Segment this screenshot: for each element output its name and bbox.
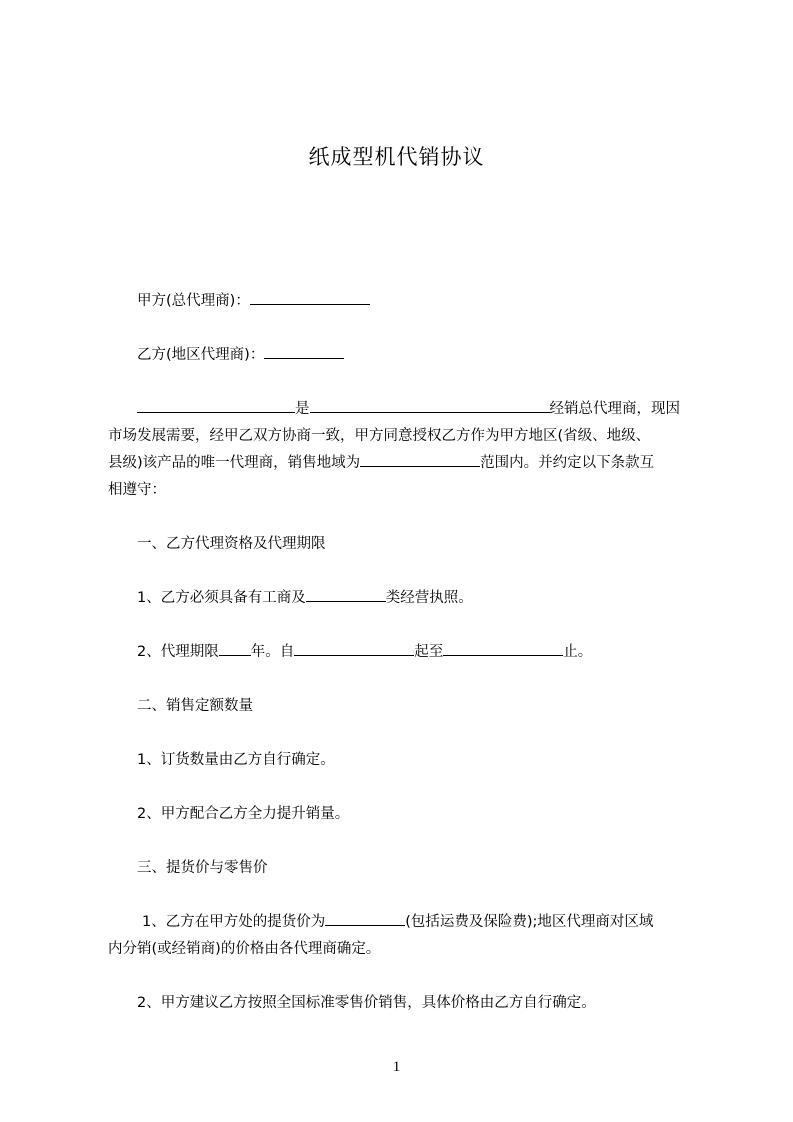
intro-blank-1	[137, 396, 295, 413]
page-number: 1	[392, 1059, 401, 1075]
intro-text-3b: 范围内。并约定以下条款互	[480, 455, 655, 471]
party-b-line	[137, 342, 344, 369]
s1-item2-text-c: 起至	[414, 644, 444, 660]
section-2-item-2: 2、甲方配合乙方全力提升销量。	[137, 806, 350, 822]
intro-text-1: 经销总代理商，现因	[549, 401, 680, 417]
section-3-item-1-line-2: 内分销(或经销商)的价格由各代理商确定。	[108, 941, 381, 957]
intro-line-3	[108, 450, 654, 477]
s1-item2-text-b: 年。自	[250, 644, 295, 660]
section-3-heading: 三、提货价与零售价	[137, 860, 268, 876]
intro-line-2: 市场发展需要，经甲乙双方协商一致，甲方同意授权乙方作为甲方地区(省级、地级、	[108, 428, 651, 444]
section-2-item-1: 1、订货数量由乙方自行确定。	[137, 752, 335, 768]
s1-item2-blank-years	[219, 639, 251, 656]
intro-line-4: 相遵守：	[108, 482, 166, 498]
party-a-line	[137, 288, 370, 315]
s1-item1-blank	[306, 585, 386, 602]
section-1-heading: 一、乙方代理资格及代理期限	[137, 536, 326, 552]
party-b-label: 乙方(地区代理商)：	[137, 347, 265, 363]
intro-text-3a: 县级)该产品的唯一代理商，销售地域为	[108, 455, 361, 471]
s1-item2-blank-start	[294, 639, 414, 656]
s1-item2-text-d: 止。	[563, 644, 593, 660]
s3-item1-text-b: (包括运费及保险费);地区代理商对区域	[405, 914, 654, 930]
s1-item1-text-b: 类经营执照。	[385, 590, 473, 606]
s1-item2-blank-end	[443, 639, 563, 656]
intro-blank-3	[360, 450, 480, 467]
party-a-label: 甲方(总代理商)：	[137, 293, 250, 309]
s1-item1-text-a: 1、乙方必须具备有工商及	[137, 590, 306, 606]
section-3-item-1	[142, 909, 653, 936]
party-b-blank	[264, 342, 344, 359]
section-1-item-1	[137, 585, 473, 612]
s3-item1-text-a: 1、乙方在甲方处的提货价为	[142, 914, 326, 930]
section-1-item-2	[137, 639, 592, 666]
intro-blank-2	[310, 396, 550, 413]
party-a-blank	[250, 288, 370, 305]
intro-line-1	[137, 396, 680, 423]
document-title: 纸成型机代销协议	[308, 145, 485, 169]
intro-text-is: 是	[295, 401, 310, 417]
s1-item2-text-a: 2、代理期限	[137, 644, 219, 660]
section-3-item-2: 2、甲方建议乙方按照全国标准零售价销售，具体价格由乙方自行确定。	[137, 995, 596, 1011]
section-2-heading: 二、销售定额数量	[137, 698, 253, 714]
s3-item1-blank	[325, 909, 405, 926]
